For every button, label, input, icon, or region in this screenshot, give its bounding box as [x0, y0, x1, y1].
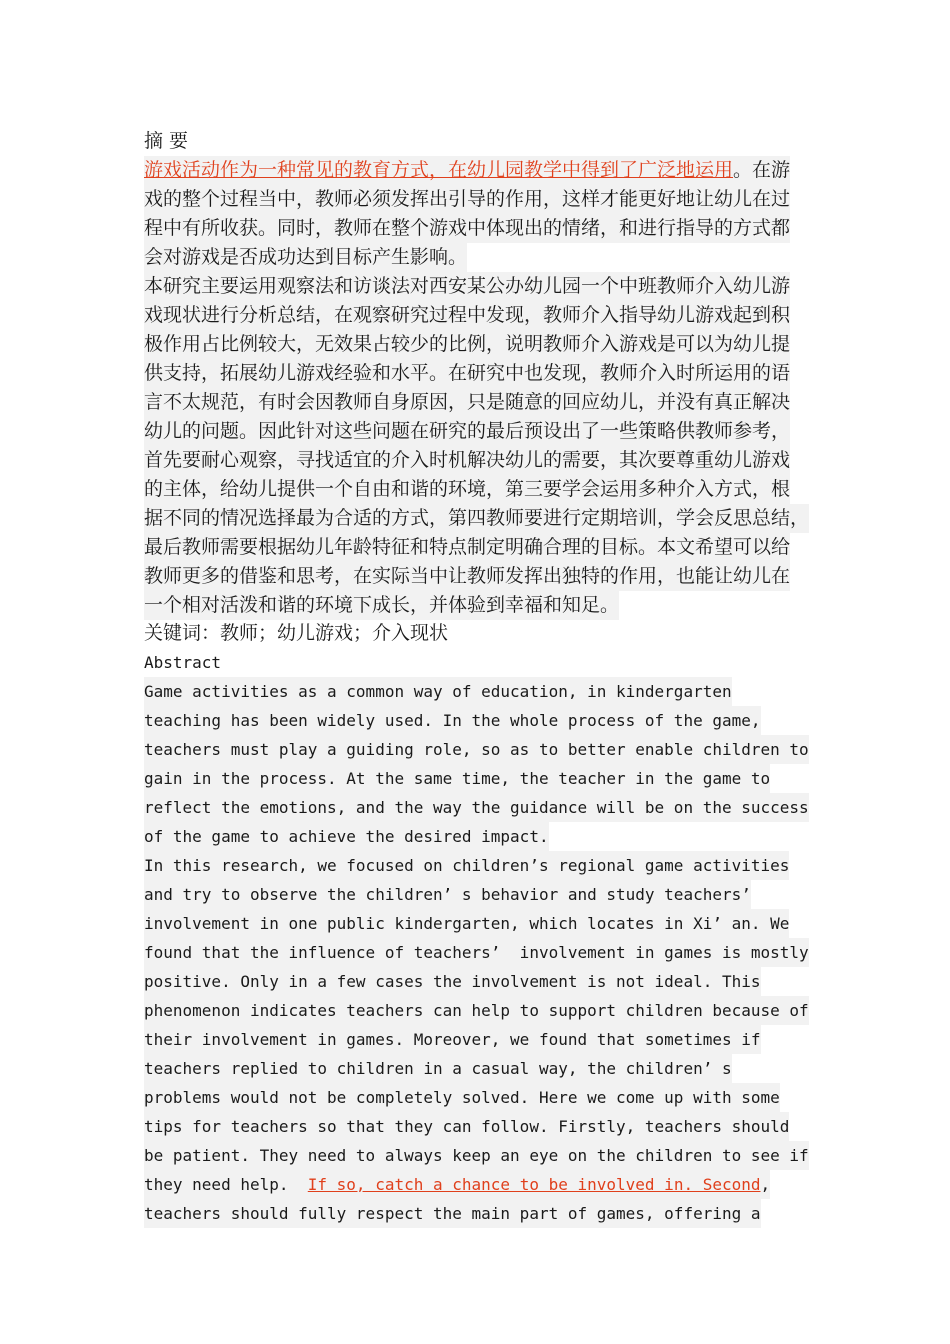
chinese-abstract-line: 教师更多的借鉴和思考，在实际当中让教师发挥出独特的作用，也能让幼儿在	[144, 562, 790, 591]
chinese-abstract-line: 戏的整个过程当中，教师必须发挥出引导的作用，这样才能更好地让幼儿在过	[144, 185, 790, 214]
chinese-abstract-heading: 摘 要	[144, 130, 189, 152]
english-abstract-heading: Abstract	[144, 653, 222, 672]
english-abstract-line: gain in the process. At the same time, the teacher in the game to	[144, 764, 770, 793]
chinese-abstract-line: 言不太规范，有时会因教师自身原因，只是随意的回应幼儿，并没有真正解决	[144, 388, 790, 417]
chinese-abstract-line: 游戏活动作为一种常见的教育方式，在幼儿园教学中得到了广泛地运用。在游	[144, 156, 790, 185]
english-abstract-line: teachers replied to children in a casual way, the children’ s	[144, 1054, 732, 1083]
english-abstract-line: tips for teachers so that they can follow. Firstly, teachers should	[144, 1112, 789, 1141]
chinese-abstract-line: 首先要耐心观察，寻找适宜的介入时机解决幼儿的需要，其次要尊重幼儿游戏	[144, 446, 790, 475]
english-abstract-line: found that the influence of teachers’ involvement in games is mostly	[144, 938, 809, 967]
english-abstract-line: they need help. If so, catch a chance to be involved in. Second,	[144, 1170, 770, 1199]
english-abstract-line: reflect the emotions, and the way the guidance will be on the success	[144, 793, 809, 822]
chinese-abstract-line: 一个相对活泼和谐的环境下成长，并体验到幸福和知足。	[144, 591, 619, 620]
tracked-change-text: 游戏活动作为一种常见的教育方式，在幼儿园教学中得到了广泛地运用	[144, 159, 734, 181]
english-abstract-line: Game activities as a common way of education, in kindergarten	[144, 677, 732, 706]
keywords-line: 关键词：教师；幼儿游戏；介入现状	[144, 622, 449, 644]
english-abstract-line: teachers should fully respect the main part of games, offering a	[144, 1199, 761, 1228]
english-abstract-line: positive. Only in a few cases the involvement is not ideal. This	[144, 967, 761, 996]
english-abstract-line: teachers must play a guiding role, so as to better enable children to	[144, 735, 809, 764]
chinese-abstract-line: 据不同的情况选择最为合适的方式，第四教师要进行定期培训，学会反思总结，	[144, 504, 809, 533]
english-abstract-line: be patient. They need to always keep an eye on the children to see if	[144, 1141, 809, 1170]
english-abstract-line: problems would not be completely solved. Here we come up with some	[144, 1083, 780, 1112]
chinese-abstract-line: 极作用占比例较大，无效果占较少的比例，说明教师介入游戏是可以为幼儿提	[144, 330, 790, 359]
chinese-abstract-line: 会对游戏是否成功达到目标产生影响。	[144, 243, 467, 272]
english-abstract-line: teaching has been widely used. In the whole process of the game,	[144, 706, 761, 735]
chinese-abstract-line: 供支持，拓展幼儿游戏经验和水平。在研究中也发现，教师介入时所运用的语	[144, 359, 790, 388]
tracked-change-text: If so, catch a chance to be involved in. Second	[307, 1175, 761, 1194]
english-abstract-line: of the game to achieve the desired impact.	[144, 822, 549, 851]
english-abstract-line: phenomenon indicates teachers can help to support children because of	[144, 996, 809, 1025]
english-abstract-line: involvement in one public kindergarten, which locates in Xi’ an. We	[144, 909, 789, 938]
english-abstract-line: In this research, we focused on children’s regional game activities	[144, 851, 789, 880]
chinese-abstract-line: 最后教师需要根据幼儿年龄特征和特点制定明确合理的目标。本文希望可以给	[144, 533, 790, 562]
chinese-abstract-line: 幼儿的问题。因此针对这些问题在研究的最后预设出了一些策略供教师参考，	[144, 417, 790, 446]
english-abstract-line: their involvement in games. Moreover, we found that sometimes if	[144, 1025, 761, 1054]
chinese-abstract-line: 程中有所收获。同时，教师在整个游戏中体现出的情绪，和进行指导的方式都	[144, 214, 790, 243]
chinese-abstract-line: 的主体，给幼儿提供一个自由和谐的环境，第三要学会运用多种介入方式，根	[144, 475, 790, 504]
english-abstract-line: and try to observe the children’ s behavior and study teachers’	[144, 880, 751, 909]
chinese-abstract-line: 戏现状进行分析总结，在观察研究过程中发现，教师介入指导幼儿游戏起到积	[144, 301, 790, 330]
chinese-abstract-line: 本研究主要运用观察法和访谈法对西安某公办幼儿园一个中班教师介入幼儿游	[144, 272, 790, 301]
